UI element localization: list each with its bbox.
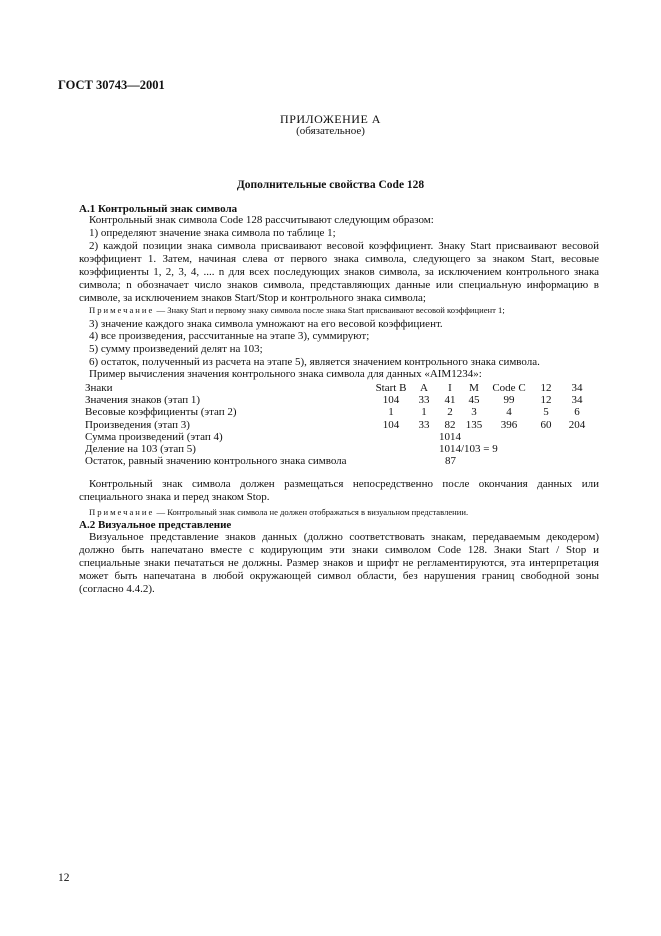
appendix-title: ПРИЛОЖЕНИЕ А (280, 112, 381, 126)
table-col-header: Code C (492, 382, 526, 394)
table-row (85, 394, 593, 406)
table-cell: 3 (471, 406, 477, 419)
table-cell: 60 (540, 418, 552, 431)
check-digit-table (85, 382, 593, 467)
section-a1-heading: А.1 Контрольный знак символа (79, 203, 238, 215)
a1-step-6: 6) остаток, полученный из расчета на этапе 5), является значением контрольного знака символа. (89, 356, 540, 368)
table-row-sum (85, 431, 593, 443)
appendix-subtitle: (обязательное) (296, 125, 365, 137)
row-label: Сумма произведений (этап 4) (85, 430, 223, 443)
table-cell: 1 (421, 406, 427, 419)
a2-paragraph (79, 531, 599, 596)
a1-step-2 (79, 240, 599, 305)
table-cell: 135 (465, 418, 483, 431)
table-cell: 1 (388, 406, 394, 419)
table-row-div (85, 443, 593, 455)
row-label: Произведения (этап 3) (85, 418, 190, 431)
note-2-text: — Контрольный знак символа не должен отображаться в визуальном представлении. (154, 507, 469, 517)
placement-paragraph (79, 478, 599, 504)
a2-text: Визуальное представление знаков данных (должно соответствовать знакам, передаваемым декодером) должно быть напечатано вместе с кодирующим эти знаки символом Code 128. Знаки Start / Stop и специальные знаки печататься не должны. Размер знаков и шрифт не регламентируются, эта интерпретация может быть напечатана в любой окружающей символ области, без нарушения границ свободной зоны (согласно 4.4.2). (79, 531, 599, 595)
a1-step-2-text: 2) каждой позиции знака символа присваивают весовой коэффициент. Знаку Start присваивают весовой коэффициент 1. Затем, начиная слева от первого знака символа, следующего за знаком Start, весовые коэффициенты 1, 2, 3, 4, .... n для всех последующих знаков символа, за исключением контрольного знака символа; n обозначает число знаков символа, представляющих данные или специальную информацию в символе, за исключением знаков Start/Stop и контрольного знака символа; (79, 240, 599, 304)
document-header: ГОСТ 30743—2001 (58, 78, 165, 92)
table-col-header: 12 (540, 382, 552, 394)
a1-step-1: 1) определяют значение знака символа по таблице 1; (89, 227, 336, 239)
table-cell: 45 (468, 394, 480, 407)
sum-value: 1014 (439, 430, 461, 443)
table-col-header: A (420, 382, 428, 394)
table-cell: 396 (500, 418, 518, 431)
note-2-label: Примечание (89, 507, 155, 517)
table-row (85, 419, 593, 431)
table-cell: 99 (503, 394, 515, 407)
row-label: Деление на 103 (этап 5) (85, 443, 196, 456)
note-1-text: — Знаку Start и первому знаку символа после знака Start присваивают весовой коэффициент 1; (154, 305, 505, 315)
row-label: Весовые коэффициенты (этап 2) (85, 406, 237, 419)
table-cell: 82 (444, 418, 456, 431)
example-intro: Пример вычисления значения контрольного знака символа для данных «AIM1234»: (89, 368, 482, 380)
table-row-rem (85, 455, 593, 467)
table-cell: 5 (543, 406, 549, 419)
table-col-header: I (448, 382, 452, 394)
document-title: Дополнительные свойства Code 128 (236, 179, 425, 191)
table-header-label: Знаки (85, 382, 113, 394)
table-cell: 41 (444, 394, 456, 407)
table-cell: 4 (506, 406, 512, 419)
a1-intro: Контрольный знак символа Code 128 рассчитывают следующим образом: (89, 214, 434, 226)
table-cell: 34 (571, 394, 583, 407)
a1-step-5: 5) сумму произведений делят на 103; (89, 343, 263, 355)
table-cell: 204 (568, 418, 586, 431)
table-col-header: Start B (375, 382, 407, 394)
page-number: 12 (58, 872, 70, 884)
table-cell: 2 (447, 406, 453, 419)
table-col-header: 34 (571, 382, 583, 394)
table-row (85, 406, 593, 418)
table-cell: 104 (382, 394, 400, 407)
a1-step-3: 3) значение каждого знака символа умножают на его весовой коэффициент. (89, 318, 443, 330)
row-label: Остаток, равный значению контрольного знака символа (85, 455, 347, 468)
note-1 (89, 304, 604, 316)
remainder-value: 87 (445, 455, 456, 468)
table-header-row (85, 382, 593, 394)
section-a2-heading: А.2 Визуальное представление (79, 519, 232, 531)
table-cell: 6 (574, 406, 580, 419)
note-1-label: Примечание (89, 305, 155, 315)
table-cell: 33 (418, 394, 430, 407)
table-col-header: M (469, 382, 479, 394)
note-2 (89, 506, 604, 518)
table-cell: 33 (418, 418, 430, 431)
row-label: Значения знаков (этап 1) (85, 394, 201, 407)
a1-step-4: 4) все произведения, рассчитанные на этапе 3), суммируют; (89, 330, 370, 342)
div-value: 1014/103 = 9 (439, 443, 498, 456)
placement-text: Контрольный знак символа должен размещаться непосредственно после окончания данных или специального знака и перед знаком Stop. (79, 478, 599, 503)
table-cell: 12 (540, 394, 552, 407)
table-cell: 104 (382, 418, 400, 431)
